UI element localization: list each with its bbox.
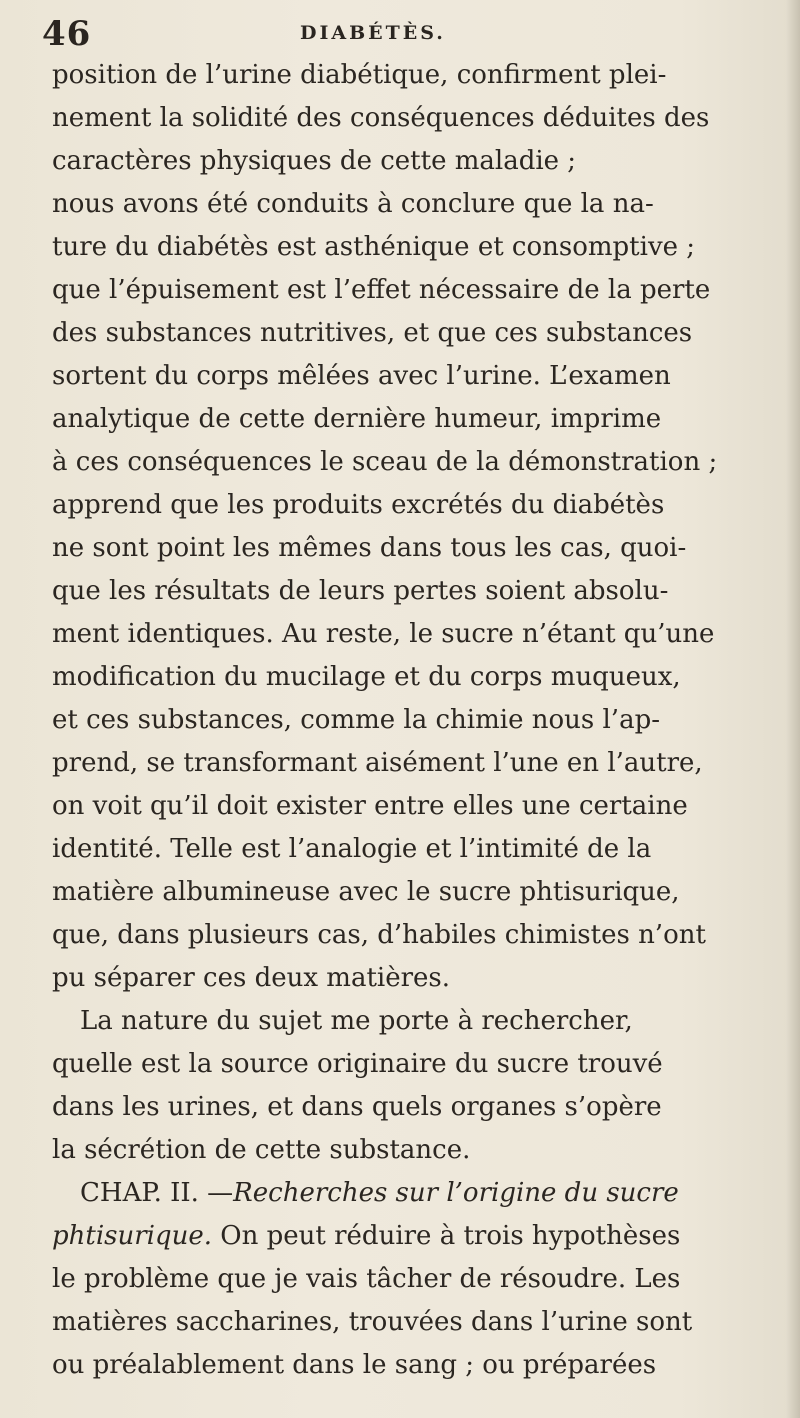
text-line: position de l’urine diabétique, confirment plei-	[52, 60, 667, 90]
text-line: caractères physiques de cette maladie ;	[52, 146, 577, 176]
chapter-title-continued: phtisurique.	[52, 1221, 213, 1251]
page-number: 46	[42, 14, 92, 54]
text-line: dans les urines, et dans quels organes s’opère	[52, 1092, 662, 1122]
text-line: pu séparer ces deux matières.	[52, 963, 451, 993]
page-gutter-shadow	[786, 0, 800, 1418]
text-line: prend, se transformant aisément l’une en l’autre,	[52, 748, 703, 778]
text-line: quelle est la source originaire du sucre trouvé	[52, 1049, 663, 1079]
chapter-text: On peut réduire à trois hypothèses	[212, 1221, 681, 1251]
text-line: le problème que je vais tâcher de résoudre. Les	[52, 1264, 681, 1294]
text-line: nous avons été conduits à conclure que la na-	[52, 189, 654, 219]
text-line: on voit qu’il doit exister entre elles une certaine	[52, 791, 688, 821]
text-line: la sécrétion de cette substance.	[52, 1135, 471, 1165]
text-line: ne sont point les mêmes dans tous les cas, quoi-	[52, 533, 687, 563]
running-head: DIABÉTÈS.	[300, 22, 446, 44]
text-line: que les résultats de leurs pertes soient absolu-	[52, 576, 669, 606]
text-line: que, dans plusieurs cas, d’habiles chimistes n’ont	[52, 920, 706, 950]
body-text	[52, 54, 782, 1387]
text-line: ture du diabétès est asthénique et consomptive ;	[52, 232, 696, 262]
text-line: sortent du corps mêlées avec l’urine. L’examen	[52, 361, 671, 391]
text-line: matières saccharines, trouvées dans l’urine sont	[52, 1307, 693, 1337]
text-line: modification du mucilage et du corps muqueux,	[52, 662, 681, 692]
chapter-title: Recherches sur l’origine du sucre	[233, 1178, 679, 1208]
chapter-heading-line	[52, 1215, 782, 1258]
text-line: que l’épuisement est l’effet nécessaire de la perte	[52, 275, 711, 305]
text-line: et ces substances, comme la chimie nous l’ap-	[52, 705, 661, 735]
text-line: apprend que les produits excrétés du diabétès	[52, 490, 665, 520]
paragraph-start-line: La nature du sujet me porte à rechercher,	[80, 1006, 633, 1036]
chapter-heading-line	[52, 1172, 782, 1215]
chapter-label: CHAP. II. —	[80, 1178, 234, 1208]
text-line: ou préalablement dans le sang ; ou préparées	[52, 1350, 657, 1380]
text-line: identité. Telle est l’analogie et l’intimité de la	[52, 834, 652, 864]
text-line: des substances nutritives, et que ces substances	[52, 318, 693, 348]
text-line: à ces conséquences le sceau de la démonstration ;	[52, 447, 718, 477]
page-header	[42, 14, 782, 54]
text-line: nement la solidité des conséquences déduites des	[52, 103, 710, 133]
text-line: ment identiques. Au reste, le sucre n’étant qu’une	[52, 619, 715, 649]
text-line: matière albumineuse avec le sucre phtisurique,	[52, 877, 680, 907]
text-line: analytique de cette dernière humeur, imprime	[52, 404, 662, 434]
